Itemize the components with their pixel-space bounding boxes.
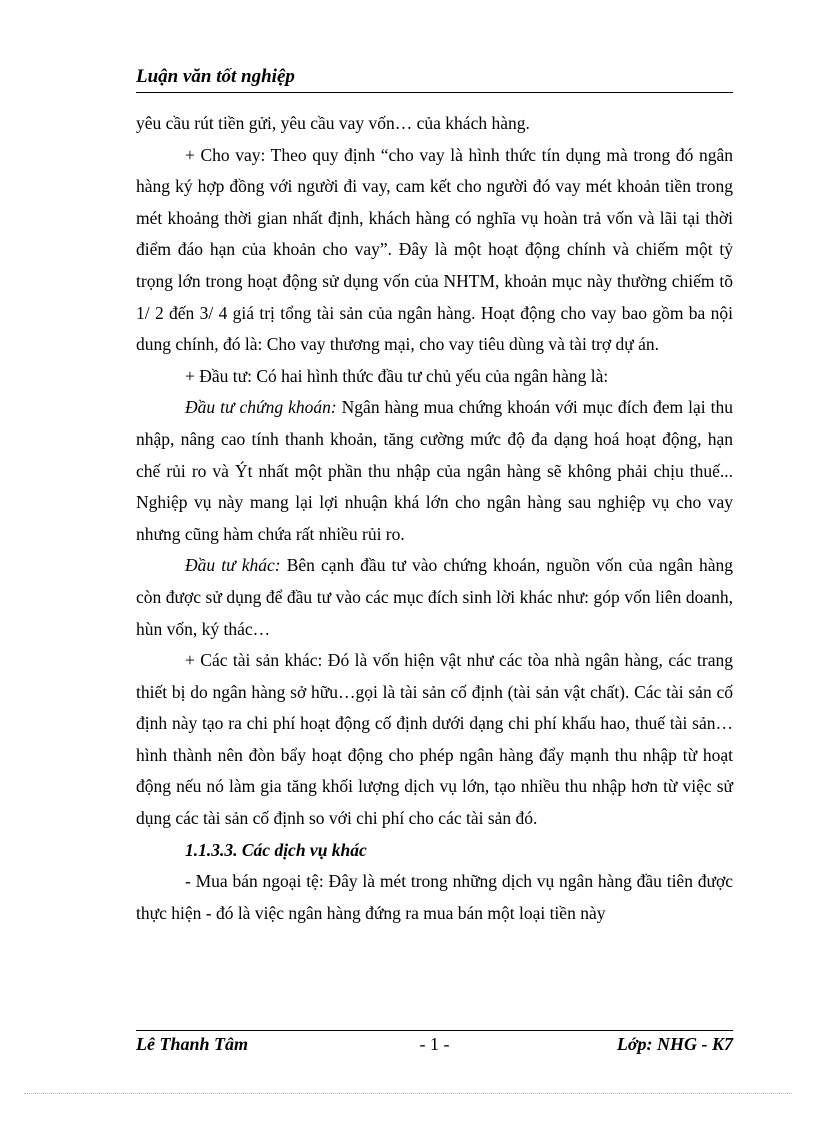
paragraph-dau-tu-khac: [136, 550, 733, 645]
header-divider: [136, 92, 733, 93]
section-subheading: 1.1.3.3. Các dịch vụ khác: [185, 839, 367, 860]
page-footer: [136, 1034, 733, 1058]
text-dau-tu-chung-khoan: Ngân hàng mua chứng khoán với mục đích đem lại thu nhập, nâng cao tính thanh khoản, tăng cường mức độ đa dạng hoá hoạt động, hạn chế rủi ro và Ýt nhất một phần thu nhập của ngân hàng sẽ không phải chịu thuế... Nghiệp vụ này mang lại lợi nhuận khá lớn cho ngân hàng sau nghiệp vụ cho vay nhưng cũng hàm chứa rất nhiều rủi ro.: [136, 397, 733, 544]
paragraph-dau-tu: + Đầu tư: Có hai hình thức đầu tư chủ yếu của ngân hàng là:: [185, 365, 609, 386]
paragraph-mua-ban-ngoai-te: - Mua bán ngoại tệ: Đây là mét trong những dịch vụ ngân hàng đầu tiên được thực hiện - đó là việc ngân hàng đứng ra mua bán một loại tiền này: [136, 871, 733, 923]
footer-class: Lớp: NHG - K7: [616, 1034, 733, 1054]
text-dau-tu-khac: Bên cạnh đầu tư vào chứng khoán, nguồn vốn của ngân hàng còn được sử dụng để đầu tư vào các mục đích sinh lời khác như: góp vốn liên doanh, hùn vốn, ký thác…: [136, 555, 733, 639]
page-bottom-border: [24, 1093, 792, 1094]
paragraph-dau-tu-chung-khoan: [136, 392, 733, 550]
paragraph-cho-vay: + Cho vay: Theo quy định “cho vay là hình thức tín dụng mà trong đó ngân hàng ký hợp đồng với người đi vay, cam kết cho người đó vay mét khoản tiền trong mét khoảng thời gian nhất định, khách hàng có nghĩa vụ hoàn trả vốn và lãi tại thời điểm đáo hạn của khoản cho vay”. Đây là một hoạt động chính và chiếm một tỷ trọng lớn trong hoạt động sử dụng vốn của NHTM, khoản mục này thường chiếm tõ 1/ 2 đến 3/ 4 giá trị tổng tài sản của ngân hàng. Hoạt động cho vay bao gồm ba nội dung chính, đó là: Cho vay thương mại, cho vay tiêu dùng và tài trợ dự án.: [136, 144, 733, 355]
running-header-title: Luận văn tốt nghiệp: [136, 66, 295, 87]
paragraph-continuation: yêu cầu rút tiền gửi, yêu cầu vay vốn… của khách hàng.: [136, 113, 530, 133]
document-body: [136, 108, 733, 929]
term-dau-tu-chung-khoan: Đầu tư chứng khoán:: [185, 397, 337, 418]
paragraph-tai-san-khac: + Các tài sản khác: Đó là vốn hiện vật như các tòa nhà ngân hàng, các trang thiết bị do ngân hàng sở hữu…gọi là tài sản cố định (tài sản vật chất). Các tài sản cố định này tạo ra chi phí hoạt động cố định dưới dạng chi phí khấu hao, thuế tài sản… hình thành nên đòn bẩy hoạt động cho phép ngân hàng đẩy mạnh thu nhập từ hoạt động nếu nó làm gia tăng khối lượng dịch vụ lớn, tạo nhiều thu nhập hơn từ việc sử dụng các tài sản cố định so với chi phí cho các tài sản đó.: [136, 650, 733, 829]
footer-author: Lê Thanh Tâm: [136, 1034, 249, 1054]
footer-divider: [136, 1030, 733, 1031]
footer-page-number: - 1 -: [419, 1034, 450, 1054]
term-dau-tu-khac: Đầu tư khác:: [185, 555, 281, 576]
